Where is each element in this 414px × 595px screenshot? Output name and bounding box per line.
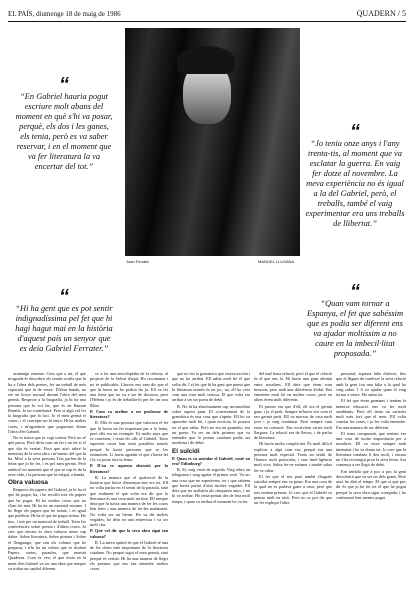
article-paragraph: del mal bona relació, però el que té relació és el que ens fa. Hi havia una gran afinitat entre nosaltres. Ell deia que érem com bessons, però amb una diferència d'edat. Ens enteníem molt bé en moltes coses, però en altres érem molt diferents. bbox=[254, 371, 332, 403]
article-paragraph: R. Sí, vaig venir de seguida. Vaig rebre un telegrama i vaig agafar el primer avió. Va ser una cosa que no esperàvem, tot i que sabíem que havia parlat d'això moltes vegades. Ell deia que no arribaria als cinquanta anys, i no hi va arribar. Ho tenia pensat des de feia molt temps, i quan va arribar el moment ho va fer. bbox=[172, 467, 250, 504]
article-paragraph: Hi havia molta complicitat. És molt difícil explicar a algú com era, perquè era una persona molt especial. Tenia un sentit de l'humor molt particular, i una intel·ligència molt viva. Sabia fer-se estimar i també sabia fer-se odiar. bbox=[254, 441, 332, 473]
article-column-5 bbox=[336, 371, 406, 591]
page-header bbox=[8, 8, 406, 20]
article-paragraph: R. Ella és una persona que valorava el fet que hi havia un fet important per a la feina, però ella era un exemple. Fa molts anys que es coneixen, i tenia els ulls al Gabriel. Totes aquestes coses han estat possibles només perquè hi havia persones que se les estimaven. Li havia agradat el que s'havia fet i hi va posar tota la feina. bbox=[90, 420, 168, 462]
pull-quote-text: “En Gabriel hauria pogut escriure molt abans del moment en què s'hi va posar, perquè, els dos i les ganes, els tenia, però es va saber reservar, i en el moment que va fer literatura la va encertar del tot.” bbox=[15, 92, 113, 171]
photo-caption: Joan Ferraté. bbox=[126, 259, 150, 264]
interview-question: P. D'on ve aquesta obsessió per la literatura? bbox=[90, 463, 168, 474]
article-paragraph: No es tracta que es vagi sortint. Però no sé què passa. Però diria com un fet i un fet si el que diu és veritat. Fora que això sabré la memòria de la seva obra i m'entenc del que hi ha. Miró a la seva persona Tots parlen de la feina que jo he fet, i és pel meu germà. Però ambtot! no moment que el que se sap és de la seva vida, i la persona que la vulgui, a banda. bbox=[8, 435, 86, 477]
quote-mark-icon: “ bbox=[59, 286, 69, 308]
article-column-3 bbox=[172, 371, 250, 591]
article-paragraph: R. No hi ha absolutament cap incomoditat sobre aquest punt. El coneixement de la gramàtica és una cosa que s'aprèn. Ell ho va aprendre molt bé, i quan escrivia, hi posava tot el que sabia. Però no era un gramàtic, era un poeta. Va ser un dels primers que va entendre que la poesia catalana podia ser moderna i de debò. bbox=[172, 403, 250, 446]
pull-quote-text: “Quan vam tornar a Espanya, el fet que sabéssim que es podia ser diferent ens va ajudar moltíssim a no caure en la imbecil·litat proposada.” bbox=[306, 299, 404, 358]
article-paragraph: El tema compromís que teníem era una cosa de molta importància per a nosaltres. Ell va viure sempre amb intensitat i ho va donar tot. Jo crec que la literatura catalana li deu molt, i encara no s'ha reconegut prou la seva feina. Ara comença a ser llegit de debò. bbox=[336, 430, 406, 468]
article-paragraph: avantatge enorme. Com que a mi, el que m'agrada és descobrir els sentits ocults que hi ha a l'obra dels poetes, fer un treball de més capacitat que la de veure. D'altra banda, no oïe un lector normal davant l'obra del meu germà. Respecte a la biografia, ja hi ha una persona que la vol fer, que és en Ramon Barnils. Jo no contribuiré. Però si algú vol fer la biografia que la faci. Jo el meu germà el conec, i el concepte no hi entra. Hi ha moltes coses, i m'agradaria que poguessin donar l'obra d'en Gabriel. bbox=[8, 371, 86, 434]
interview-question: P. Què vol dir que la seva obra sigui tan valuosa? bbox=[90, 528, 168, 539]
pull-quote bbox=[305, 281, 405, 359]
article-column-4 bbox=[254, 371, 332, 591]
article-paragraph: ve a fer una enciclopèdia de la ciència, al projecte de la Salvat d'aquí. Ho recomanar i no és publicable. Llavors ens vam dir que el que hi havia no ho podria fer jo. Ell va fer una feina que no va a ser de doctorat, però l'Helena i jo és de treballar-hi per fer un nou llibre. bbox=[90, 371, 168, 408]
article-column-1 bbox=[8, 371, 86, 591]
article-column-2 bbox=[90, 371, 168, 591]
article-paragraph: Respecte als papers del Gabriel, ja hi ha el que he pogut, ha, i he recollit tots els papers que he pogut. Hi ha moltes coses que no s'han fet mai. Hi ha tot un material enorme. I he llegit els papers que he trobat, i és igual que publicar. Hi ha el que he pogut trobar. Ho tinc, i són per un material de treball. Totes les conferències sobre poesia i d'altres coses. Jo crec que encara és obra valuosa sense cap dubte. Sobre literatura, Sobre pintura i Sobre el llenguatge, que són els volums que he preparat, i n'hi ha un volum que es titularà Papers, cartes, paraules, que reunirà Quaderns. Com es veu, el que tenia en la ment d'en Gabriel va ser una obra que sempre va trobar un capítol diferent. bbox=[8, 487, 86, 571]
pull-quote-text: “Hi ha gent que es pot sentir indignadíssima pel fet que hi hagi hagut mai en la història d'aquest país un senyor que es deia Gabriel Ferrater.” bbox=[15, 304, 113, 353]
quote-mark-icon: “ bbox=[350, 121, 360, 143]
section-subheading: Obra valuosa bbox=[8, 479, 48, 486]
article-paragraph: que no fos la gramàtica que estava escrita i que no ha arribat. Ell sabia molt bé el que volia dir. I el fet que hi ha gent que pensa que la literatura només és un joc, no, ell ho veia com una cosa molt seriosa. El que volia era arribar a ser un poeta de debò. bbox=[172, 371, 250, 403]
pull-quote bbox=[14, 286, 114, 354]
pull-quote-text: “Jo tenia onze anys i l'any trenta-tis, al moment que va esclatar la guerra. En vaig fer dotze al novembre. La meva experiència no és igual a la del Gabriel, però, el treballs, també el vaig experimentar era uns treballs de llibertat.” bbox=[305, 139, 405, 228]
article-paragraph: El fet que el seu pare també s'hagués suïcidat sempre ens va pesar. Era una cosa de la qual no es parlava gaire a casa, però que tots teníem present. Jo crec que el Gabriel va pensar molt en això. Però no es pot dir que un fet expliqui l'altre. bbox=[254, 473, 332, 505]
section-title: QUADERN / 5 bbox=[356, 9, 406, 18]
quote-mark-icon: “ bbox=[350, 281, 360, 303]
newspaper-dateline: EL PAÍS, diumenge 18 de maig de 1986 bbox=[8, 10, 121, 18]
section-subheading: El suïcidi bbox=[172, 447, 200, 455]
photo-credit: MANOEL LLUSANA bbox=[258, 259, 295, 264]
pull-quote bbox=[14, 74, 114, 172]
pull-quote bbox=[305, 121, 405, 229]
article-paragraph: R. La manera que el qualsevol de la història que havia d'ensenyar-nos era tot. Ell no volia parlar en el sentit de la paraula, sinó que realment el que volia era dir que la literatura és una cosa molt seriosa. Ell sempre deia que hi havia una manera de fer les coses ben fetes i una manera de fer-les malament. No volia ser un literat. Ho va dir moltes vegades, ho deia en una entrevista i va ser molt clar. bbox=[90, 474, 168, 527]
portrait-photo bbox=[125, 28, 300, 256]
article-paragraph: personal, aquesta falta d'afecte, fins que el lligam de conèixer la seva relació amb la gent fou una falta a la qual ho vaig saber. I li va ajudar quan el vaig tornar a veure. Ho sabia tot. bbox=[336, 371, 406, 397]
interview-question: P. Quan es va suïcidar el Gabriel, vostè on era? Edimburg? bbox=[172, 455, 250, 466]
quote-mark-icon: “ bbox=[59, 74, 69, 96]
header-rule bbox=[8, 21, 406, 22]
article-paragraph: El primer era que d'ell, ell era el germà gran, i jo el petit. Sempre m'havia vist com el seu germà petit. Ell va marxar de casa molt jove i jo vaig continuar. Però sempre vam estar en contacte. Ens escrivíem cartes molt llargues. La relació era de lletres, i de parlar de literatura. bbox=[254, 403, 332, 440]
interview-question: P. Com va arribar a ser professor de literatura? bbox=[90, 408, 168, 419]
article-paragraph: Em sembla que a poc a poc la gent descobrirà que va ser un dels grans. Però això ho dirà el temps. El que sí que puc dir és que jo he fet tot el que he pogut perquè la seva obra sigui coneguda, i ho continuaré fent mentre pugui. bbox=[336, 468, 406, 500]
article-paragraph: R. La meva opinió és que el Gabriel té una de les obres més importants de la literatura catalana. No perquè sigui el meu germà, sinó perquè és veritat. Hi ha una manera de llegir els poemes que ens fan entendre moltes coses. bbox=[90, 539, 168, 571]
article-paragraph: El fet que érem germans i teníem la mateixa educació ens va fer molt semblants. Però ell tenia un caràcter molt més fort que el meu. Ell volia canviar les coses, i jo les volia entendre. Era una manera de ser diferent. bbox=[336, 398, 406, 430]
